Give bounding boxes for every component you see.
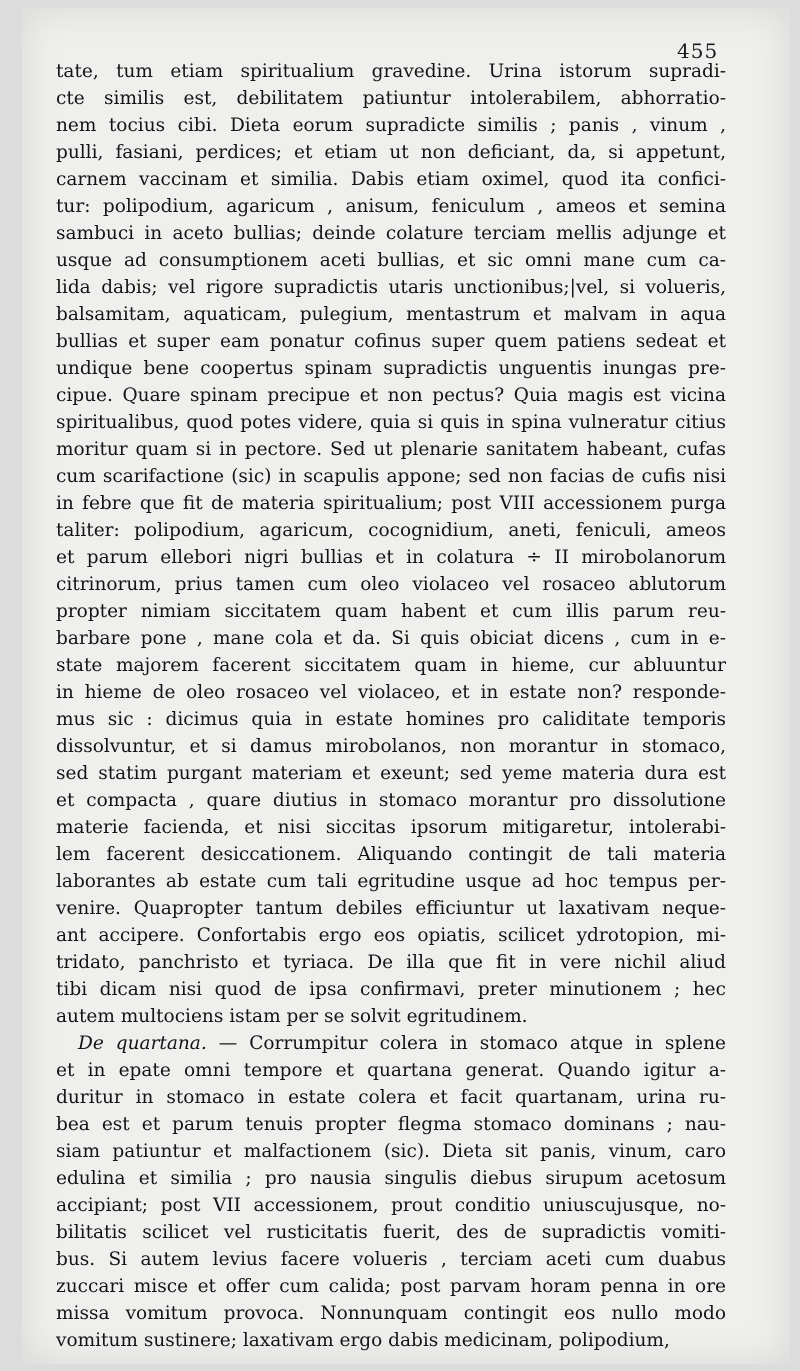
text-line: lem facerent desiccationem. Aliquando contingit de tali materia (56, 844, 726, 865)
text-line: tur: polipodium, agaricum , anisum, feniculum , ameos et semina (56, 196, 726, 217)
text-line: lida dabis; vel rigore supradictis utaris unctionibus;|vel, si volueris, (56, 277, 726, 298)
text-line: barbare pone , mane cola et da. Si quis obiciat dicens , cum in e- (56, 628, 726, 649)
section-heading: De quartana. (78, 1033, 207, 1054)
text-line: citrinorum, prius tamen cum oleo violaceo vel rosaceo ablutorum (56, 574, 726, 595)
text-line: edulina et similia ; pro nausia singulis diebus sirupum acetosum (56, 1168, 726, 1189)
text-line: siam patiuntur et malfactionem (sic). Dieta sit panis, vinum, caro (56, 1141, 726, 1162)
text-line: cte similis est, debilitatem patiuntur intolerabilem, abhorratio- (56, 88, 726, 109)
text-line: tate, tum etiam spiritualium gravedine. Urina istorum supradi- (56, 61, 726, 82)
text-line: ant accipere. Confortabis ergo eos opiatis, scilicet ydrotopion, mi- (56, 925, 726, 946)
text-line: venire. Quapropter tantum debiles efficiuntur ut laxativam neque- (56, 898, 726, 919)
text-line: cipue. Quare spinam precipue et non pectus? Quia magis est vicina (56, 385, 726, 406)
section-heading-text: — Corrumpitur colera in stomaco atque in splene (206, 1033, 726, 1054)
text-line: mus sic : dicimus quia in estate homines pro caliditate temporis (56, 709, 726, 730)
text-line: tibi dicam nisi quod de ipsa confirmavi, preter minutionem ; hec (56, 979, 726, 1000)
text-line: undique bene coopertus spinam supradictis unguentis inungas pre- (56, 358, 726, 379)
text-line: sambuci in aceto bullias; deinde colature terciam mellis adjunge et (56, 223, 726, 244)
text-line: in febre que fit de materia spiritualium; post VIII accessionem purga (56, 493, 726, 514)
text-line: taliter: polipodium, agaricum, cocognidium, aneti, feniculi, ameos (56, 520, 726, 541)
text-line: balsamitam, aquaticam, pulegium, mentastrum et malvam in aqua (56, 304, 726, 325)
text-line: duritur in stomaco in estate colera et facit quartanam, urina ru- (56, 1087, 726, 1108)
text-line: moritur quam si in pectore. Sed ut plenarie sanitatem habeant, cufas (56, 439, 726, 460)
text-line: bus. Si autem levius facere volueris , terciam aceti cum duabus (56, 1249, 726, 1270)
text-line: zuccari misce et offer cum calida; post parvam horam penna in ore (56, 1276, 726, 1297)
body-text (56, 58, 726, 1354)
text-line: usque ad consumptionem aceti bullias, et sic omni mane cum ca- (56, 250, 726, 271)
text-line: et compacta , quare diutius in stomaco morantur pro dissolutione (56, 790, 726, 811)
text-line: bullias et super eam ponatur cofinus super quem patiens sedeat et (56, 331, 726, 352)
text-line: state majorem facerent siccitatem quam in hieme, cur abluuntur (56, 655, 726, 676)
text-line: et parum ellebori nigri bullias et in colatura ÷ II mirobolanorum (56, 547, 726, 568)
text-line: dissolvuntur, et si damus mirobolanos, non morantur in stomaco, (56, 736, 726, 757)
text-line: tridato, panchristo et tyriaca. De illa que fit in vere nichil aliud (56, 952, 726, 973)
text-line: bea est et parum tenuis propter flegma stomaco dominans ; nau- (56, 1114, 726, 1135)
page-number: 455 (677, 39, 719, 63)
text-line: spiritualibus, quod potes videre, quia si quis in spina vulneratur citius (56, 412, 726, 433)
text-line: propter nimiam siccitatem quam habent et cum illis parum reu- (56, 601, 726, 622)
text-line: et in epate omni tempore et quartana generat. Quando igitur a- (56, 1060, 726, 1081)
text-line: materie facienda, et nisi siccitas ipsorum mitigaretur, intolerabi- (56, 817, 726, 838)
text-line: cum scarifactione (sic) in scapulis appone; sed non facias de cufis nisi (56, 466, 726, 487)
text-line: laborantes ab estate cum tali egritudine usque ad hoc tempus per- (56, 871, 726, 892)
text-line: accipiant; post VII accessionem, prout conditio uniuscujusque, no- (56, 1195, 726, 1216)
text-line: in hieme de oleo rosaceo vel violaceo, et in estate non? responde- (56, 682, 726, 703)
text-line: bilitatis scilicet vel rusticitatis fuerit, des de supradictis vomiti- (56, 1222, 726, 1243)
text-line: sed statim purgant materiam et exeunt; sed yeme materia dura est (56, 763, 726, 784)
text-line: pulli, fasiani, perdices; et etiam ut non deficiant, da, si appetunt, (56, 142, 726, 163)
text-line: missa vomitum provoca. Nonnunquam contingit eos nullo modo (56, 1303, 726, 1324)
text-line: carnem vaccinam et similia. Dabis etiam oximel, quod ita confici- (56, 169, 726, 190)
text-line: nem tocius cibi. Dieta eorum supradicte similis ; panis , vinum , (56, 115, 726, 136)
text-line: autem multociens istam per se solvit egritudinem. (56, 1006, 528, 1027)
text-line: vomitum sustinere; laxativam ergo dabis medicinam, polipodium, (56, 1330, 670, 1351)
quartana-first-line (56, 1030, 726, 1057)
